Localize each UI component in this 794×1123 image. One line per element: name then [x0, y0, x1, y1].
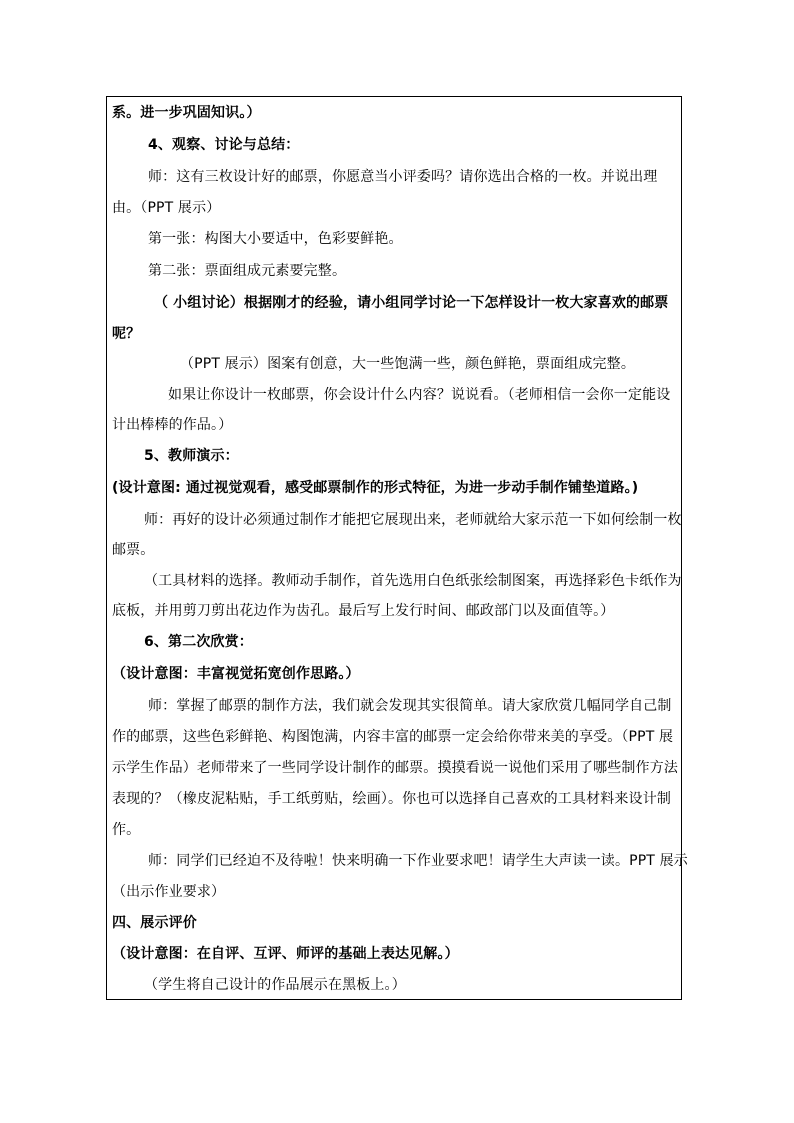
- text-line-6: 第二张：票面组成元素要完整。: [148, 263, 347, 279]
- design-intent-demo: (设计意图: 通过视觉观看，感受邮票制作的形式特征，为进一步动手制作铺垫道路。): [112, 480, 639, 496]
- text-line-29: （学生将自己设计的作品展示在黑板上。）: [144, 977, 406, 993]
- text-line-25: 师：同学们已经迫不及待啦！快来明确一下作业要求吧！请学生大声读一读。PPT 展示: [148, 853, 688, 869]
- text-line-5: 第一张：构图大小要适中，色彩要鲜艳。: [148, 231, 403, 247]
- text-line-24: 作。: [112, 822, 141, 838]
- text-line-15: 邮票。: [112, 542, 155, 558]
- text-line-3: 师：这有三枚设计好的邮票，你愿意当小评委吗？请你选出合格的一枚。并说出理: [148, 169, 658, 185]
- text-line-16: （工具材料的选择。教师动手制作，首先选用白色纸张绘制图案，再选择彩色卡纸作为: [144, 573, 682, 589]
- text-line-4: 由。（PPT 展示）: [112, 200, 221, 216]
- section-heading-demo: 5、教师演示：: [144, 448, 239, 464]
- text-line-14: 师：再好的设计必须通过制作才能把它展现出来，老师就给大家示范一下如何绘制一枚: [144, 512, 682, 528]
- text-line-22: 示学生作品）老师带来了一些同学设计制作的邮票。摸摸看说一说他们采用了哪些制作方法: [112, 760, 678, 776]
- text-line-20: 师：掌握了邮票的制作方法，我们就会发现其实很简单。请大家欣赏几幅同学自己制: [148, 698, 672, 714]
- text-line-8: 呢？: [112, 326, 141, 342]
- text-line-21: 作的邮票，这些色彩鲜艳、构图饱满，内容丰富的邮票一定会给你带来美的享受。（PPT 展: [112, 729, 674, 745]
- text-line-10: 如果让你设计一枚邮票，你会设计什么内容？说说看。（老师相信一会你一定能设: [168, 387, 671, 403]
- section-heading-observe: 4、观察、讨论与总结：: [148, 137, 300, 153]
- text-line-1: 系。进一步巩固知识。）: [112, 105, 261, 121]
- design-intent-evaluation: （设计意图：在自评、互评、师评的基础上表达见解。）: [112, 946, 459, 962]
- section-heading-evaluation: 四、展示评价: [112, 915, 197, 931]
- text-line-23: 表现的？（橡皮泥粘贴，手工纸剪贴，绘画）。你也可以选择自己喜欢的工具材料来设计制: [112, 791, 671, 807]
- text-line-26: （出示作业要求）: [112, 884, 226, 900]
- design-intent-appreciation: （设计意图：丰富视觉拓宽创作思路。）: [112, 666, 360, 682]
- text-line-11: 计出棒棒的作品。）: [112, 417, 233, 433]
- section-heading-second-appreciation: 6、第二次欣赏：: [144, 634, 253, 650]
- text-line-17: 底板，并用剪刀剪出花边作为齿孔。最后写上发行时间、邮政部门以及面值等。）: [112, 603, 615, 619]
- text-line-7: （ 小组讨论）根据刚才的经验，请小组同学讨论一下怎样设计一枚大家喜欢的邮票: [154, 295, 669, 311]
- text-line-9: （PPT 展示）图案有创意，大一些饱满一些，颜色鲜艳，票面组成完整。: [180, 356, 635, 372]
